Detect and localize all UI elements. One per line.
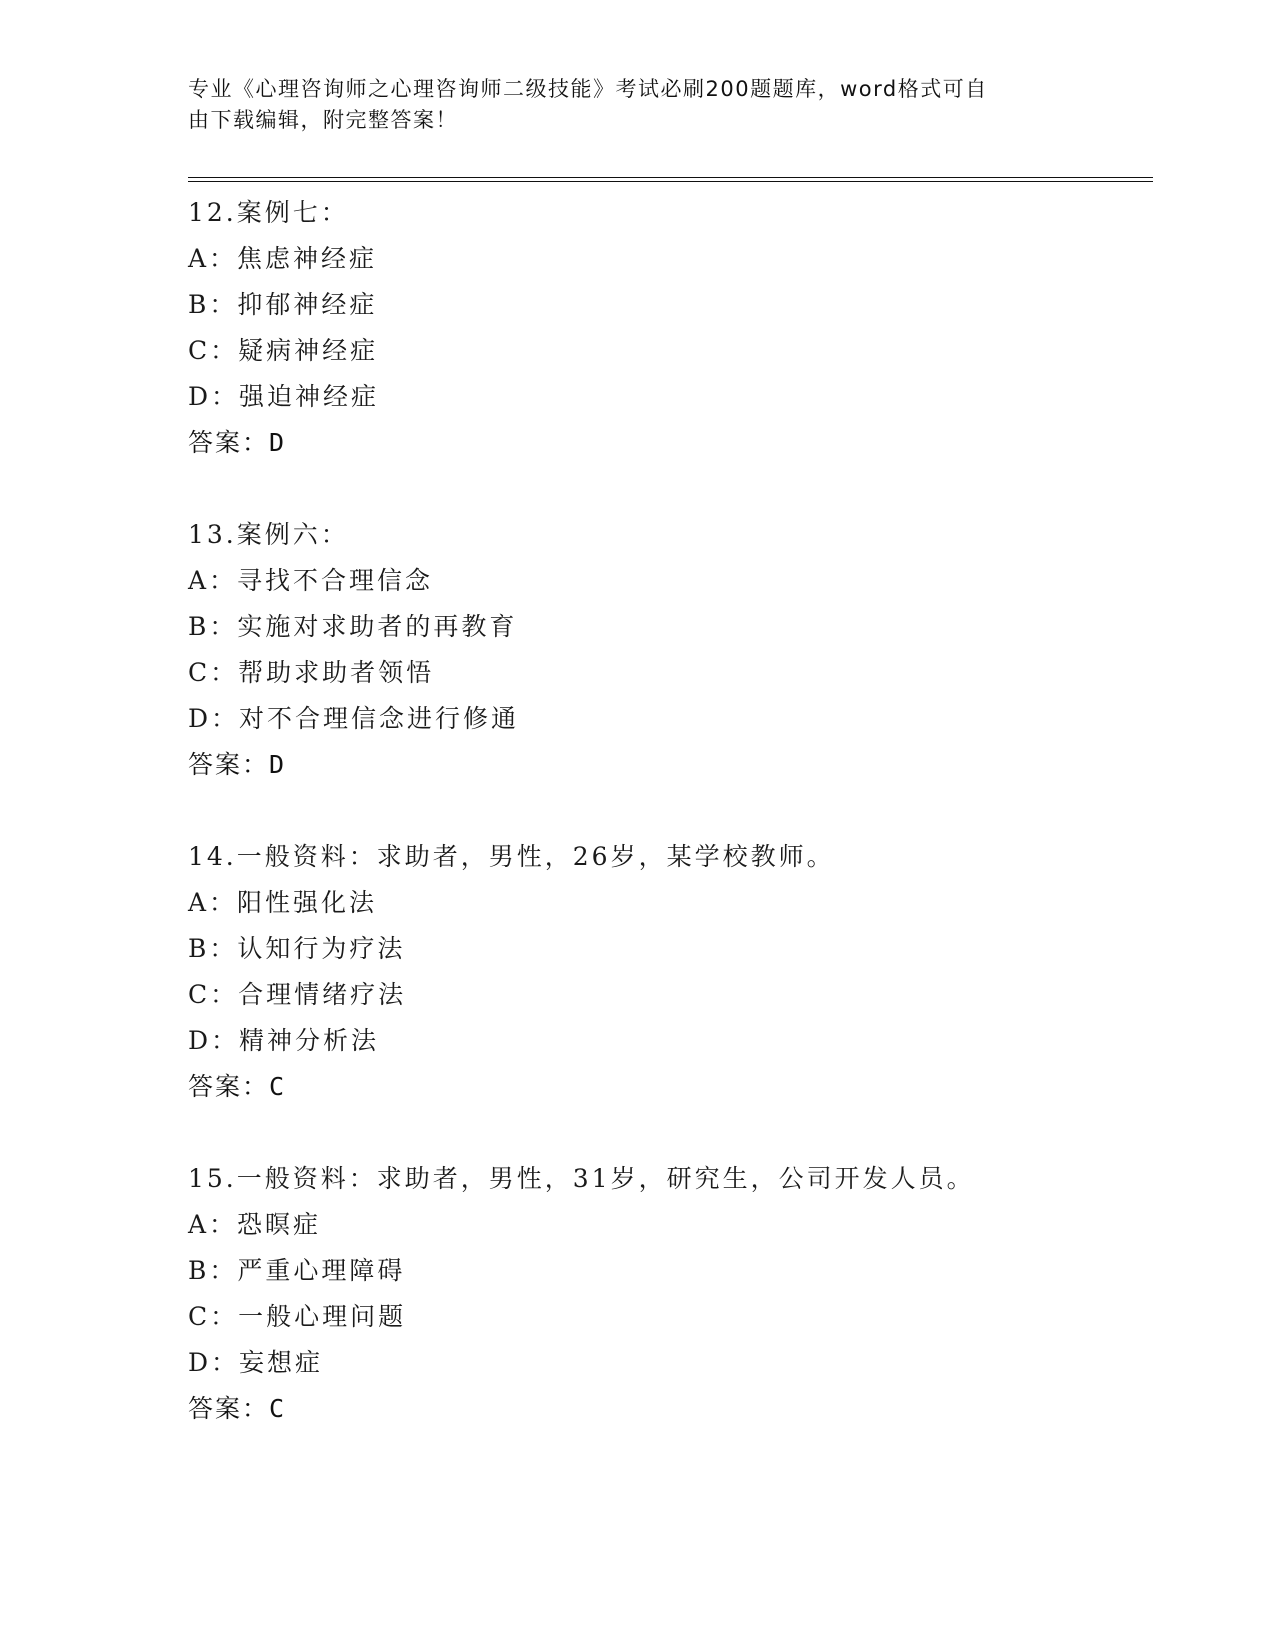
option-a: A：阳性强化法 [188, 888, 378, 917]
question-stem: 15.一般资料：求助者，男性，31岁，研究生，公司开发人员。 [188, 1164, 975, 1193]
option-c: C：疑病神经症 [188, 336, 379, 365]
answer-line [188, 742, 1148, 788]
question-stem: 12.案例七： [188, 198, 349, 227]
question-13 [188, 512, 1148, 788]
option-b: B：实施对求助者的再教育 [188, 612, 518, 641]
question-14 [188, 834, 1148, 1110]
question-15 [188, 1156, 1148, 1432]
option-b: B：认知行为疗法 [188, 934, 406, 963]
option-c: C：合理情绪疗法 [188, 980, 407, 1009]
option-c: C：帮助求助者领悟 [188, 658, 435, 687]
header-divider-top [188, 177, 1153, 178]
option-b: B：严重心理障碍 [188, 1256, 406, 1285]
answer-key: D [269, 750, 285, 779]
option-a: A：焦虑神经症 [188, 244, 378, 273]
option-d: D：对不合理信念进行修通 [188, 704, 520, 733]
answer-label: 答案： [188, 1072, 270, 1101]
header-line-2: 由下载编辑，附完整答案！ [188, 108, 458, 132]
option-a: A：寻找不合理信念 [188, 566, 434, 595]
option-d: D：强迫神经症 [188, 382, 380, 411]
answer-line [188, 1386, 1148, 1432]
option-b: B：抑郁神经症 [188, 290, 378, 319]
question-12 [188, 190, 1148, 466]
answer-key: D [269, 428, 285, 457]
answer-line [188, 1064, 1148, 1110]
header-line-1: 专业《心理咨询师之心理咨询师二级技能》考试必刷200题题库，word格式可自 [188, 77, 988, 101]
answer-key: C [269, 1072, 285, 1101]
document-header [188, 74, 1068, 136]
option-a: A：恐暝症 [188, 1210, 322, 1239]
answer-line [188, 420, 1148, 466]
question-stem: 13.案例六： [188, 520, 349, 549]
option-d: D：精神分析法 [188, 1026, 380, 1055]
option-c: C：一般心理问题 [188, 1302, 407, 1331]
question-stem: 14.一般资料：求助者，男性，26岁，某学校教师。 [188, 842, 835, 871]
answer-key: C [269, 1394, 285, 1423]
answer-label: 答案： [188, 428, 270, 457]
answer-label: 答案： [188, 750, 270, 779]
answer-label: 答案： [188, 1394, 270, 1423]
question-list [188, 190, 1148, 1432]
header-divider-bottom [188, 181, 1153, 182]
option-d: D：妄想症 [188, 1348, 324, 1377]
